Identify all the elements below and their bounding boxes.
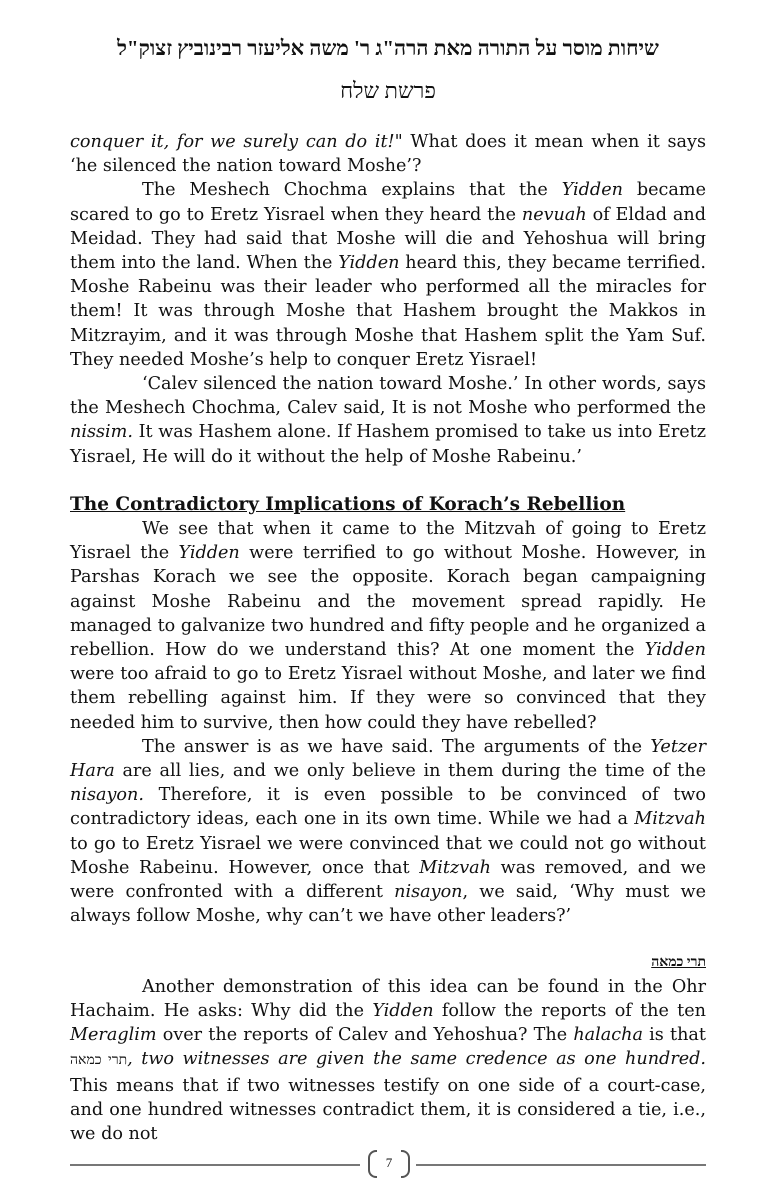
quote-text: conquer it, for we surely can do it!" bbox=[70, 132, 403, 152]
footer-bracket-right bbox=[401, 1150, 410, 1178]
section-heading: The Contradictory Implications of Korach’s Rebellion bbox=[70, 493, 626, 515]
running-header-title: שיחות מוסר על התורה מאת הרה"ג ר' משה אליעזר רבינוביץ זצוק"ל bbox=[117, 36, 659, 60]
page-number: 7 bbox=[385, 1155, 393, 1170]
paragraph: The answer is as we have said. The arguments of the Yetzer Hara are all lies, and we only believe in them during the time of the nisayon. Therefore, it is even possible to be convinced of two contradictory ideas, each one in its own time. While we had a Mitzvah to go to Eretz Yisrael we were convinced that we could not go without Moshe Rabeinu. However, once that Mitzvah was removed, and we were confronted with a different nisayon, we said, ‘Why must we always follow Moshe, why can’t we have other leaders?’ bbox=[70, 736, 706, 927]
hebrew-section-heading: תרי כמאה bbox=[651, 954, 706, 970]
page-body bbox=[70, 130, 706, 1146]
paragraph: The Meshech Chochma explains that the Yidden became scared to go to Eretz Yisrael when they heard the nevuah of Eldad and Meidad. They had said that Moshe will die and Yehoshua will bring them into the land. When the Yidden heard this, they became terrified. Moshe Rabeinu was their leader who performed all the miracles for them! It was through Moshe that Hashem brought the Makkos in Mitzrayim, and it was through Moshe that Hashem split the Yam Suf. They needed Moshe’s help to conquer Eretz Yisrael! bbox=[70, 180, 706, 370]
footer-bracket-left bbox=[368, 1150, 377, 1178]
hebrew-inline-term: תרי כמאה bbox=[70, 1053, 128, 1069]
running-header-parsha: פרשת שלח bbox=[340, 78, 436, 103]
paragraph: conquer it, for we surely can do it!" What does it mean when it says ‘he silenced the nation toward Moshe’? bbox=[70, 132, 706, 177]
paragraph: ‘Calev silenced the nation toward Moshe.’ In other words, says the Meshech Chochma, Calev said, It is not Moshe who performed the nissim. It was Hashem alone. If Hashem promised to take us into Eretz Yisrael, He will do it without the help of Moshe Rabeinu.’ bbox=[70, 374, 706, 467]
page-footer bbox=[70, 1150, 706, 1180]
footer-rule-right bbox=[416, 1164, 706, 1166]
paragraph: We see that when it came to the Mitzvah of going to Eretz Yisrael the Yidden were terrified to go without Moshe. However, in Parshas Korach we see the opposite. Korach began campaigning against Moshe Rabeinu and the movement spread rapidly. He managed to galvanize two hundred and fifty people and he organized a rebellion. How do we understand this? At one moment the Yidden were too afraid to go to Eretz Yisrael without Moshe, and later we find them rebelling against him. If they were so convinced that they needed him to survive, then how could they have rebelled? bbox=[70, 519, 706, 733]
footer-rule-left bbox=[70, 1164, 360, 1166]
paragraph: Another demonstration of this idea can be found in the Ohr Hachaim. He asks: Why did the Yidden follow the reports of the ten Meraglim over the reports of Calev and Yehoshua? The halacha is that תרי כמאה, two witnesses are given the same credence as one hundred. This means that if two witnesses testify on one side of a court-case, and one hundred witnesses contradict them, it is considered a tie, i.e., we do not bbox=[70, 976, 706, 1144]
